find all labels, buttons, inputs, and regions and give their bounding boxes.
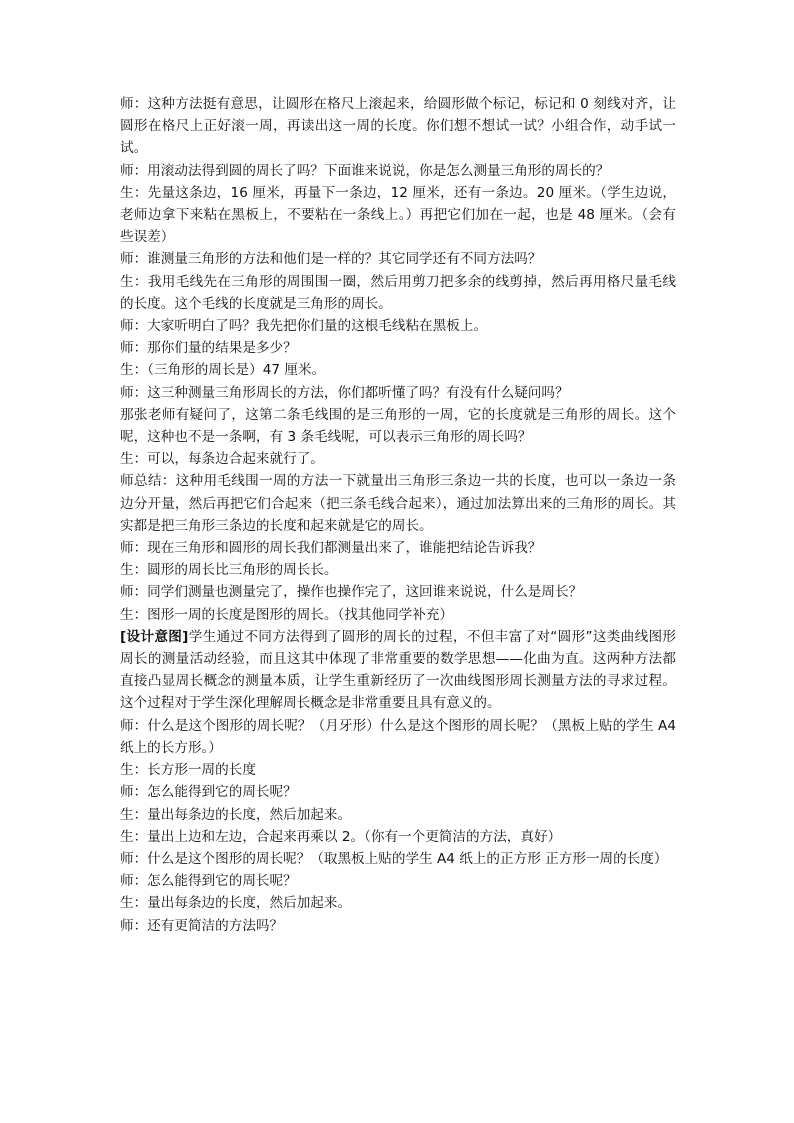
paragraph: 师总结：这种用毛线围一周的方法一下就量出三角形三条边一共的长度，也可以一条边一条边分开量，然后再把它们合起来（把三条毛线合起来），通过加法算出来的三角形的周长。其实都是把三角形三条边的长度和起来就是它的周长。 bbox=[120, 473, 676, 534]
paragraph: 师：怎么能得到它的周长呢？ bbox=[120, 784, 297, 801]
paragraph: 师：还有更简洁的方法吗？ bbox=[120, 917, 284, 934]
paragraph: 师：谁测量三角形的方法和他们是一样的？其它同学还有不同方法吗？ bbox=[120, 251, 542, 268]
paragraph: 师：同学们测量也测量完了，操作也操作完了，这回谁来说说，什么是周长？ bbox=[120, 584, 583, 601]
paragraph: 生：圆形的周长比三角形的周长长。 bbox=[120, 562, 338, 579]
paragraph: 生：长方形一周的长度 bbox=[120, 762, 256, 779]
paragraph: 那张老师有疑问了，这第二条毛线围的是三角形的一周，它的长度就是三角形的周长。这个呢，这种也不是一条啊，有 3 条毛线呢，可以表示三角形的周长吗？ bbox=[120, 406, 676, 446]
paragraph: 生：可以，每条边合起来就行了。 bbox=[120, 451, 324, 468]
paragraph: 师：用滚动法得到圆的周长了吗？下面谁来说说，你是怎么测量三角形的周长的？ bbox=[120, 162, 610, 179]
design-intent-text: 学生通过不同方法得到了圆形的周长的过程，不但丰富了对“圆形”这类曲线图形周长的测量活动经验，而且这其中体现了非常重要的数学思想——化曲为直。这两种方法都直接凸显周长概念的测量本质，让学生重新经历了一次曲线图形周长测量方法的寻求过程。这个过程对于学生深化理解周长概念是非常重要且具有意义的。 bbox=[120, 628, 676, 712]
paragraph: 生：（三角形的周长是）47 厘米。 bbox=[120, 362, 326, 379]
paragraph: 师：那你们量的结果是多少？ bbox=[120, 340, 297, 357]
paragraph: 师：这种方法挺有意思，让圆形在格尺上滚起来，给圆形做个标记，标记和 0 刻线对齐，让圆形在格尺上正好滚一周，再读出这一周的长度。你们想不想试一试？小组合作，动手试一试。 bbox=[120, 96, 676, 157]
paragraph: 师：怎么能得到它的周长呢？ bbox=[120, 873, 297, 890]
design-intent-paragraph bbox=[120, 626, 676, 715]
document-body bbox=[120, 93, 676, 937]
paragraph: 师：什么是这个图形的周长呢？（月牙形）什么是这个图形的周长呢？（黑板上贴的学生 A4 纸上的长方形。） bbox=[120, 717, 676, 756]
paragraph: 生：量出每条边的长度，然后加起来。 bbox=[120, 806, 352, 823]
paragraph: 师：现在三角形和圆形的周长我们都测量出来了，谁能把结论告诉我？ bbox=[120, 540, 542, 557]
design-intent-label: [设计意图] bbox=[120, 628, 189, 645]
paragraph: 生：先量这条边，16 厘米，再量下一条边，12 厘米，还有一条边。20 厘米。（学生边说，老师边拿下来粘在黑板上，不要粘在一条线上。）再把它们加在一起，也是 48 厘米。（会有些误差） bbox=[120, 184, 676, 246]
paragraph: 师：什么是这个图形的周长呢？（取黑板上贴的学生 A4 纸上的正方形 正方形一周的长度） bbox=[120, 850, 668, 867]
paragraph: 师：大家听明白了吗？我先把你们量的这根毛线粘在黑板上。 bbox=[120, 318, 488, 335]
paragraph: 师：这三种测量三角形周长的方法，你们都听懂了吗？有没有什么疑问吗？ bbox=[120, 384, 569, 401]
paragraph: 生：我用毛线先在三角形的周围围一圈，然后用剪刀把多余的线剪掉，然后再用格尺量毛线的长度。这个毛线的长度就是三角形的周长。 bbox=[120, 273, 676, 312]
paragraph: 生：图形一周的长度是图形的周长。（找其他同学补充） bbox=[120, 606, 454, 623]
paragraph: 生：量出每条边的长度，然后加起来。 bbox=[120, 895, 352, 912]
paragraph: 生：量出上边和左边，合起来再乘以 2。（你有一个更简洁的方法，真好） bbox=[120, 828, 562, 845]
